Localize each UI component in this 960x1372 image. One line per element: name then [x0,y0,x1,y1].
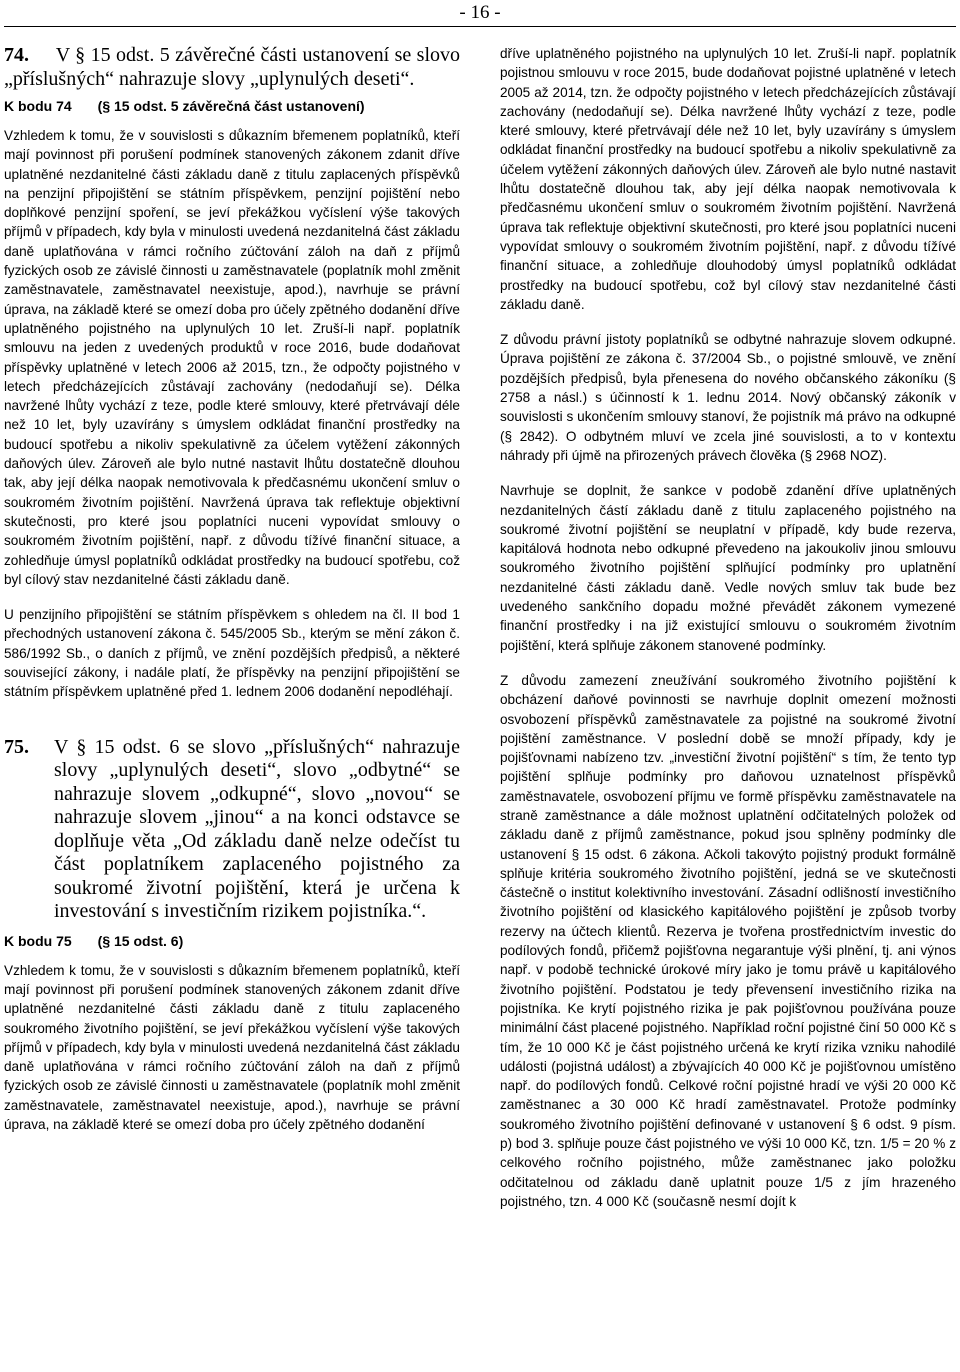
amendment-text: V § 15 odst. 6 se slovo „příslušných“ nahrazuje slovy „uplynulých deseti“, slovo „odbytné“ se nahrazuje slovem „odkupné“, slovo „novou“ se nahrazuje slovem „jinou“ a na konci odstavce se doplňuje věta „Od základu daně nelze odečíst tu část poplatníkem zaplaceného pojistného za soukromé životní pojištění, která je určena k investování s investičním rizikem pojistníka.“. [54,735,460,923]
paragraph: Z důvodu zamezení zneužívání soukromého životního pojištění k obcházení daňové povinnosti se navrhuje doplnit omezení možnosti osvobození příspěvků zaměstnavatele za pojistné na soukromé životní pojištění zaměstnance. V poslední době se množí případy, kdy je pojišťovnami nabízeno tzv. „investiční životní pojištění“ s tím, že tento typ pojištění splňuje podmínky pro daňovou uznatelnost příspěvků zaměstnavatele, osvobození příjmu ve formě příspěvku zaměstnavatele na straně zaměstnance a dále možnost uplatnění odčitatelných položek od základu daně z příjmů zaměstnance, pokud jsou splněny podmínky dle ustanovení § 15 odst. 6 zákona. Ačkoli takovýto pojistný produkt formálně splňuje kritéria soukromého životního pojištění, jedná se ve skutečnosti částečně o institut kolektivního investování. Zásadní odlišností investičního životního pojištění od klasického kapitálového pojištění je způsob tvorby rezervy na účtech klientů. Rezerva je tvořena prostřednictvím investic do podílových fondů, přičemž pojišťovna negarantuje výši plnění, tj. ani výnos např. v podobě technické úrokové míry jako je tomu právě u kapitálového životního pojištění. Podstatou je tedy převensení investičního rizika na pojistníka. Ke krytí pojistného rizika je pak pojišťovnou používána pouze minimální část placené pojistného. Například roční pojistné činí 50 000 Kč s tím, že 10 000 Kč je část pojistného určená ke krytí rizika vzniku nahodilé události (pojistná událost) a zbývajících 40 000 Kč je pojišťovnou umístěno např. do podílových fondů. Celkové roční pojistné hradí ve výši 20 000 Kč zaměstnanec a 30 000 Kč hradí zaměstnavatel. Protože podmínky soukromého životního pojištění definované v ustanovení § 6 odst. 9 písm. p) bod 3. splňuje pouze část pojistného ve výši 10 000 Kč, tzn. 1/5 = 20 % z celkového ročního pojistného, může zaměstnanec jako položku odčitatelnou od základu daně uplatnit pouze 1/5 z jím hrazeného pojistného, tzn. 4 000 Kč (současně nesmí dojít k [500,672,956,1209]
amendment-75 [4,736,460,924]
right-column [500,44,956,1372]
paragraph: Z důvodu právní jistoty poplatníků se odbytné nahrazuje slovem odkupné. Úprava pojištění ze zákona č. 37/2004 Sb., o pojistné smlouvě, ve znění pozdějších předpisů, byla přenesena do nového občanského zákoníku (§ 2758 a násl.) s účinností k 1. lednu 2014. Nový občanský zákoník v souvislosti s ukončením smlouvy stanoví, že pojistník má právo na odkupné (§ 2842). O odbytném mluví ve zcela jiné souvislosti, a to v kontextu náhrady při újmě na přirozených právech člověka (§ 2968 NOZ). [500,332,956,463]
section-heading-74 [4,97,460,116]
heading-label: K bodu 74 [4,98,72,114]
heading-ref: (§ 15 odst. 6) [97,932,184,949]
paragraph: Vzhledem k tomu, že v souvislosti s důkazním břemenem poplatníků, kteří mají povinnost při porušení podmínek stanovených zákonem zdanit dříve uplatněné nezdanitelné části základu daně z titulu zaplaceného soukromého životního pojištění, se jeví překážkou vyčíslení výše takových příjmů v případech, kdy byla v minulosti uvedená nezdanitelná část základu daně uplatňována v rámci ročního zúčtování záloh na daň z příjmů fyzických osob ze závislé činnosti u zaměstnavatele (poplatník mohl změnit zaměstnavatele, zaměstnavatel neexistuje, apod.), navrhuje se právní úprava, na základě které se omezí doba pro účely zpětného dodanění [4,962,460,1132]
left-column [4,44,460,1372]
page-number: - 16 - [459,2,501,23]
heading-label: K bodu 75 [4,932,72,949]
amendment-text: V § 15 odst. 5 závěrečné části ustanovení se slovo „příslušných“ nahrazuje slovy „uplynulých deseti“. [4,44,460,90]
heading-ref: (§ 15 odst. 5 závěrečná část ustanovení) [97,98,365,114]
paragraph: Navrhuje se doplnit, že sankce v podobě zdanění dříve uplatněných nezdanitelných částí základu daně z titulu zaplaceného pojistného na soukromé životní pojištění se neuplatní v případě, kdy bude rezerva, kapitálová hodnota nebo odkupné převedeno na jakoukoliv jinou smlouvu soukromého životního pojištění splňující podmínky pro uplatnění nezdanitelné části základu daně. Vedle nových smluv tak bude bez uvedeného sankčního dopadu možné převádět zákonem vymezené finanční prostředky i na již existující smlouvu o soukromém životním pojištění, která splňuje zákonem stanovené podmínky. [500,483,956,653]
amendment-number: 74. [4,44,29,66]
paragraph: dříve uplatněného pojistného na uplynulých 10 let. Zruší-li např. poplatník pojistnou smlouvu v roce 2015, bude dodaňovat pojistné uplatněné v letech 2005 až 2014, tzn. že odpočty pojistného v letech předcházejících zůstávají zachovány (nedodaňují se). Délka navržené lhůty vychází z teze, podle které smlouvy, které přetrvávají déle než 10 let, byly uzavírány s úmyslem odkládat finanční prostředky na budoucí spotřebu a nikoliv spekulativně za účelem vytěžení zákonných daňových úlev. Zároveň ale bylo nutné nastavit lhůtu dostatečně dlouhou tak, aby její délka naopak nemotivovala k předčasnému ukončení smluv o soukromém životním pojištění. Navržená úprava tak reflektuje objektivní skutečnosti, pro které jsou poplatníci nuceni vypovídat smlouvy o soukromém životním pojištění, např. z důvodu tížívé finanční situace, a zohledňuje dlouhodobý úmysl poplatníků odkládat prostředky na budoucí spotřebu, což byl cílový stav nezdanitelné části základu daně. [500,46,956,312]
header-rule [4,26,956,27]
paragraph: Vzhledem k tomu, že v souvislosti s důkazním břemenem poplatníků, kteří mají povinnost při porušení podmínek stanovených zákonem zdanit dříve uplatněné nezdanitelné části základu daně z titulu zaplacených příspěvků na penzijní připojištění se státním příspěvkem, penzijní pojištění nebo doplňkové penzijní spoření, se jeví překážkou vyčíslení výše takových příjmů v případech, kdy byla v minulosti uvedená nezdanitelná část základu daně uplatňována v rámci ročního zúčtování záloh na daň z příjmů fyzických osob ze závislé činnosti u zaměstnavatele (poplatník mohl změnit zaměstnavatele, zaměstnavatel neexistuje, apod.), navrhuje se právní úprava, na základě které se omezí doba pro účely zpětného dodanění dříve uplatněného pojistného na uplynulých 10 let. Zruší-li např. poplatník smlouvu na jeden z uvedených produktů v roce 2016, bude dodaňovat příspěvky uplatněné v letech 2006 až 2015, tzn., že odpočty pojistného v letech předcházejících zůstávají zachovány (nedodaňují se). Délka navržené lhůty vychází z teze, podle které smlouvy, které přetrvávají déle než 10 let, byly uzavírány s úmyslem odkládat finanční prostředky na budoucí spotřebu a nikoliv spekulativně za účelem vytěžení zákonných daňových úlev. Zároveň ale bylo nutné nastavit lhůtu dostatečně dlouhou tak, aby její délka naopak nemotivovala k předčasnému ukončení smluv o soukromém životním pojištění. Navržená úprava tak reflektuje objektivní skutečnosti, pro které jsou poplatníci nuceni vypovídat smlouvy o soukromém životním pojištění, např. z důvodu tížívé finanční situace, a zohledňuje úmysl poplatníků odkládat prostředky na budoucí spotřebu, což byl cílový stav nezdanitelné části základu daně. [4,128,460,587]
section-heading-75 [4,932,460,951]
amendment-74 [4,44,460,91]
paragraph: U penzijního připojištění se státním příspěvkem s ohledem na čl. II bod 1 přechodných ustanovení zákona č. 545/2005 Sb., kterým se mění zákon č. 586/1992 Sb., o daních z příjmů, ve znění pozdějších předpisů, a některé související zákony, i nadále platí, že příspěvky na penzijní připojištění se státním příspěvkem uplatněné před 1. lednem 2006 dodanění nepodléhají. [4,607,460,700]
amendment-number: 75. [4,735,29,758]
